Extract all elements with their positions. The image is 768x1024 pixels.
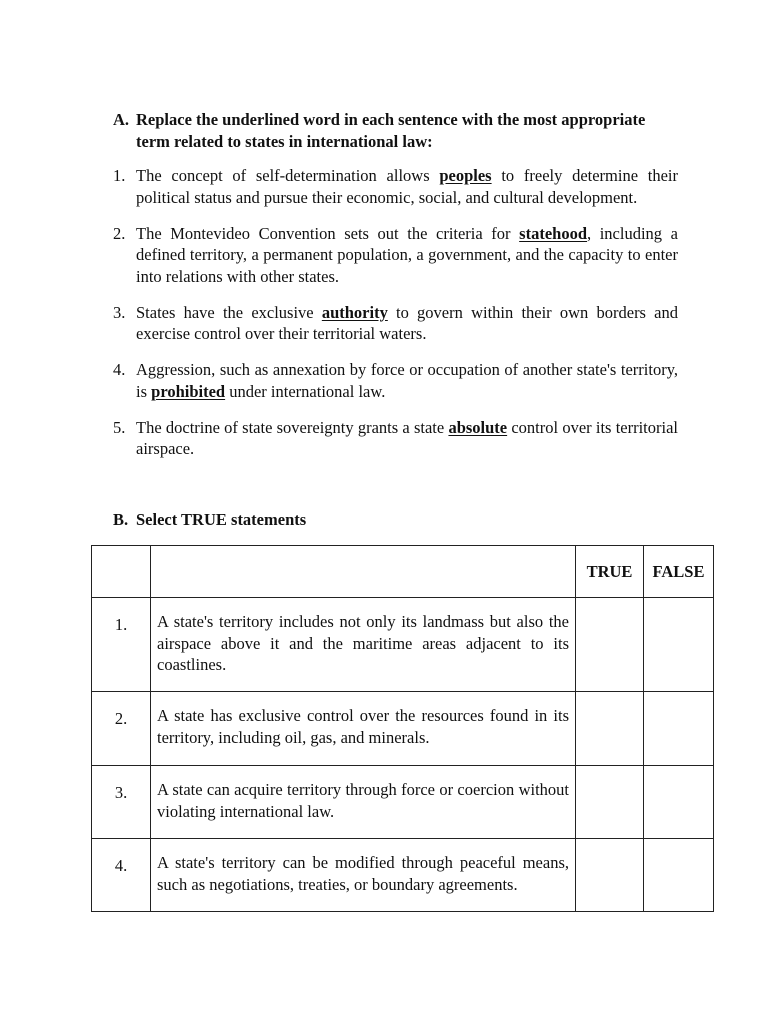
section-a-list (113, 165, 678, 474)
item-text-after: , including a defined territory, a permanent population, a government, and the capacity to enter into relations with other states. (136, 223, 678, 286)
row-number: 2. (114, 709, 128, 728)
section-a-heading-line2: term related to states in international law: (136, 131, 433, 151)
row-number: 4. (114, 856, 128, 875)
underlined-keyword: prohibited (151, 381, 226, 401)
statement-text: A state can acquire territory through force or coercion without violating international law. (157, 780, 569, 821)
statement-cell (151, 598, 576, 692)
item-text-before: The Montevideo Convention sets out the criteria for (136, 223, 520, 243)
statement-text: A state's territory includes not only its landmass but also the airspace above it and the maritime areas adjacent to its coastlines. (157, 612, 569, 674)
false-answer-cell[interactable] (644, 839, 714, 912)
statement-cell (151, 692, 576, 766)
underlined-keyword: authority (321, 302, 388, 322)
underlined-keyword: peoples (439, 166, 492, 185)
item-text-after: to freely determine their political status and pursue their economic, social, and cultural development. (136, 166, 678, 207)
row-number: 1. (114, 615, 128, 634)
item-number: 1. (113, 166, 126, 185)
row-number-cell (92, 598, 151, 692)
section-a-heading-line1: Replace the underlined word in each sentence with the most appropriate (136, 110, 646, 129)
false-answer-cell[interactable] (644, 692, 714, 766)
statement-text: A state has exclusive control over the resources found in its territory, including oil, gas, and minerals. (157, 706, 569, 747)
item-text-after: control over its territorial airspace. (136, 417, 679, 458)
row-number: 3. (114, 783, 128, 802)
true-false-table (91, 545, 714, 912)
true-answer-cell[interactable] (576, 598, 644, 692)
list-item (113, 223, 678, 288)
list-item (113, 165, 678, 208)
item-text-before: States have the exclusive (136, 302, 322, 322)
table-row (92, 692, 714, 766)
row-number-cell (92, 766, 151, 839)
table-row (92, 839, 714, 912)
list-item (113, 302, 678, 345)
table-row (92, 598, 714, 692)
statement-text: A state's territory can be modified through peaceful means, such as negotiations, treaties, or boundary agreements. (157, 853, 569, 894)
item-text-after: under international law. (225, 381, 386, 401)
table-row (92, 766, 714, 839)
true-answer-cell[interactable] (576, 766, 644, 839)
underlined-keyword: statehood (519, 223, 587, 243)
section-b-letter: B. (113, 510, 129, 529)
item-number: 5. (113, 417, 126, 437)
item-text-after: to govern within their own borders and exercise control over their territorial waters. (136, 302, 679, 343)
item-text-before: Aggression, such as annexation by force or occupation of another state's territory, is (136, 360, 678, 401)
section-a-letter: A. (113, 110, 130, 129)
section-b-heading-text: Select TRUE statements (136, 510, 307, 529)
item-number: 2. (113, 223, 126, 243)
list-item (113, 417, 678, 460)
statement-cell (151, 839, 576, 912)
table-header-row (92, 546, 714, 598)
item-text-before: The doctrine of state sovereignty grants a state (136, 417, 449, 437)
section-b-heading (113, 509, 306, 531)
row-number-cell (92, 839, 151, 912)
true-answer-cell[interactable] (576, 692, 644, 766)
false-answer-cell[interactable] (644, 598, 714, 692)
header-number-cell (92, 546, 151, 598)
false-answer-cell[interactable] (644, 766, 714, 839)
row-number-cell (92, 692, 151, 766)
item-number: 4. (113, 360, 126, 379)
true-answer-cell[interactable] (576, 839, 644, 912)
list-item (113, 359, 678, 402)
item-text-before: The concept of self-determination allows (136, 166, 440, 185)
item-number: 3. (113, 302, 126, 322)
section-a-heading (113, 109, 683, 152)
statement-cell (151, 766, 576, 839)
header-statement-cell (151, 546, 576, 598)
underlined-keyword: absolute (448, 417, 508, 437)
header-false: FALSE (644, 546, 714, 598)
header-true: TRUE (576, 546, 644, 598)
